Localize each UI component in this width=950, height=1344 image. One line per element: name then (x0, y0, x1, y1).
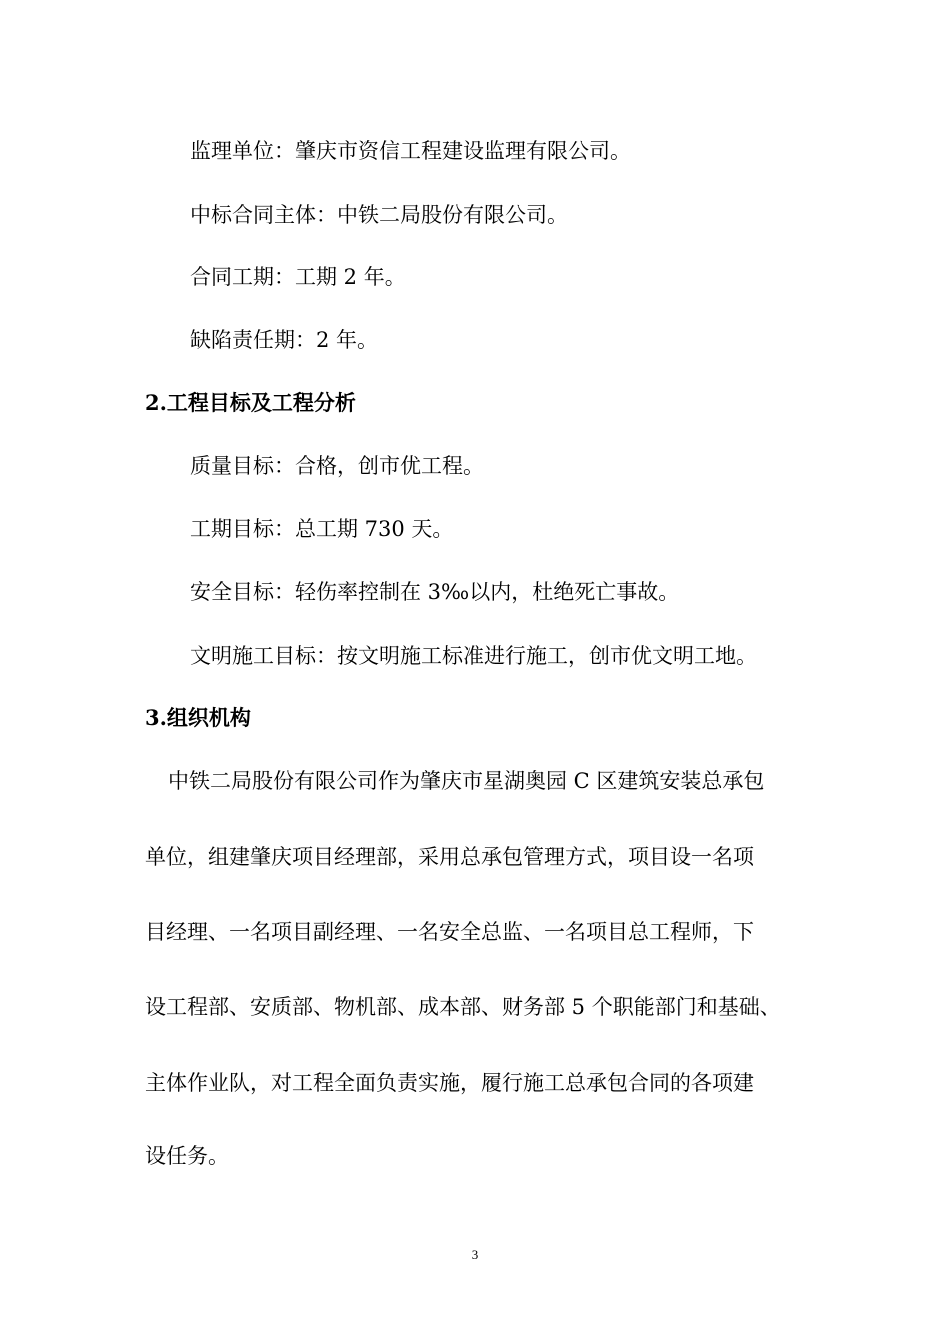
organization-paragraph-line: 设工程部、安质部、物机部、成本部、财务部 5 个职能部门和基础、 (145, 995, 781, 1019)
organization-paragraph-line: 单位，组建肇庆项目经理部，采用总承包管理方式，项目设一名项 (145, 845, 754, 869)
quality-goal-line: 质量目标：合格，创市优工程。 (190, 454, 484, 478)
contract-party-line: 中标合同主体：中铁二局股份有限公司。 (190, 203, 568, 227)
defect-liability-line: 缺陷责任期：2 年。 (190, 328, 379, 352)
safety-goal-line: 安全目标：轻伤率控制在 3‰以内，杜绝死亡事故。 (190, 580, 680, 604)
page-number: 3 (471, 1247, 479, 1262)
schedule-goal-line: 工期目标：总工期 730 天。 (190, 517, 454, 541)
organization-paragraph-line: 目经理、一名项目副经理、一名安全总监、一名项目总工程师，下 (145, 920, 754, 944)
organization-paragraph-line: 主体作业队，对工程全面负责实施，履行施工总承包合同的各项建 (145, 1071, 754, 1095)
section-heading-organization: 3.组织机构 (145, 705, 251, 730)
section-heading-goals: 2.工程目标及工程分析 (145, 390, 356, 415)
organization-paragraph-line: 设任务。 (145, 1144, 229, 1168)
contract-period-line: 合同工期：工期 2 年。 (190, 265, 406, 289)
organization-paragraph-line: 中铁二局股份有限公司作为肇庆市星湖奥园 C 区建筑安装总承包 (168, 769, 765, 793)
supervision-unit-line: 监理单位：肇庆市资信工程建设监理有限公司。 (190, 139, 631, 163)
civilized-construction-goal-line: 文明施工目标：按文明施工标准进行施工，创市优文明工地。 (190, 644, 757, 668)
